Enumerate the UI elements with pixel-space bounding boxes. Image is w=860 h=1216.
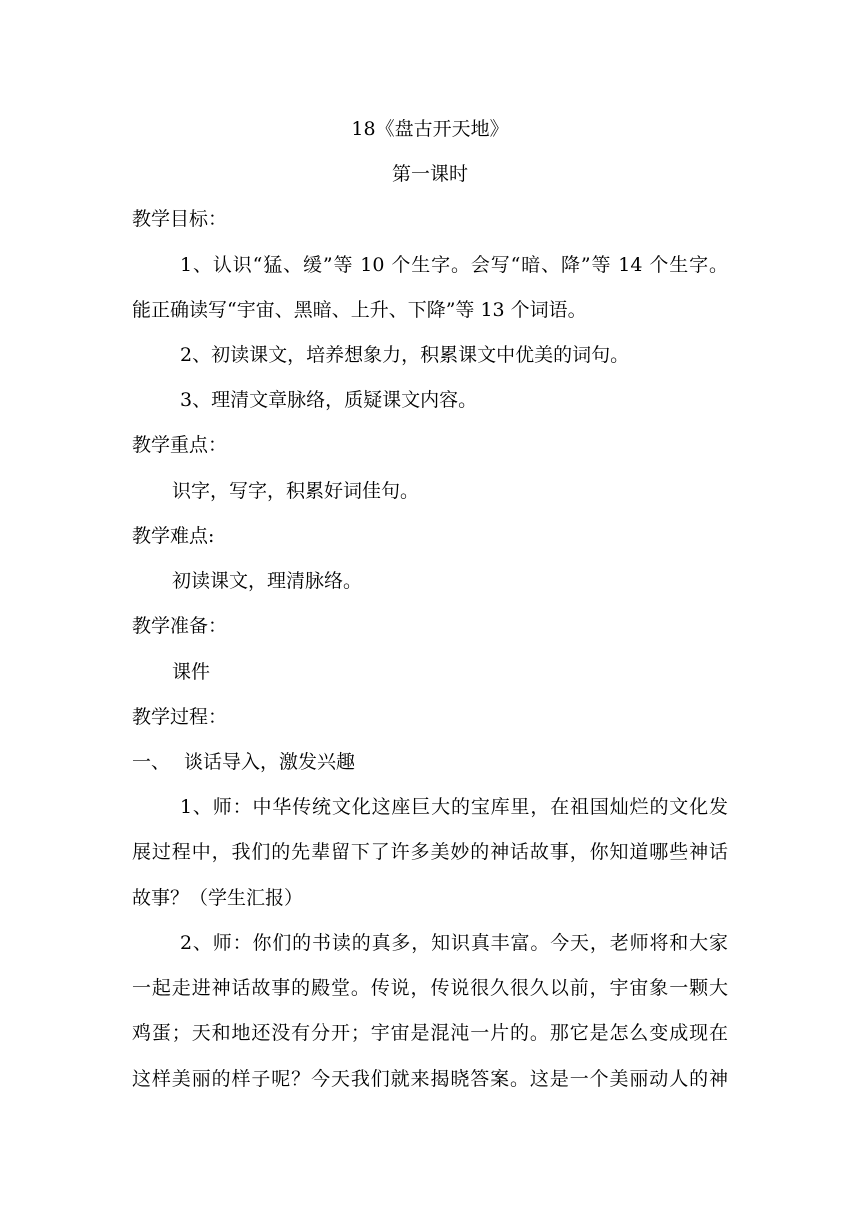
document-title: 18《盘古开天地》 — [351, 118, 509, 140]
key-points-text: 识字，写字，积累好词佳句。 — [172, 480, 420, 502]
objectives-heading: 教学目标： — [132, 208, 228, 230]
process-heading: 教学过程： — [132, 706, 228, 728]
preparation-text: 课件 — [172, 661, 211, 683]
paragraph-2-line-1: 2、师：你们的书读的真多，知识真丰富。今天，老师将和大家 — [180, 932, 728, 954]
difficulties-heading: 教学难点: — [132, 525, 215, 547]
paragraph-2-line-3: 鸡蛋；天和地还没有分开；宇宙是混沌一片的。那它是怎么变成现在 — [132, 1022, 728, 1044]
objective-2: 2、初读课文，培养想象力，积累课文中优美的词句。 — [180, 344, 630, 366]
paragraph-2-line-4: 这样美丽的样子呢？今天我们就来揭晓答案。这是一个美丽动人的神 — [132, 1068, 728, 1090]
section-1-number: 一、 — [132, 751, 171, 773]
section-1-title: 谈话导入，激发兴趣 — [184, 751, 356, 773]
objective-1-line-2: 能正确读写“宇宙、黑暗、上升、下降”等 13 个词语。 — [132, 299, 587, 321]
paragraph-1-line-1: 1、师：中华传统文化这座巨大的宝库里，在祖国灿烂的文化发 — [180, 796, 728, 818]
document-subtitle: 第一课时 — [391, 163, 468, 185]
paragraph-2-line-2: 一起走进神话故事的殿堂。传说，传说很久很久以前，宇宙象一颗大 — [132, 977, 728, 999]
key-points-heading: 教学重点： — [132, 434, 228, 456]
paragraph-1-line-2: 展过程中，我们的先辈留下了许多美妙的神话故事，你知道哪些神话 — [132, 841, 728, 863]
objective-1-line-1: 1、认识“猛、缓”等 10 个生字。会写“暗、降”等 14 个生字。 — [180, 254, 728, 276]
difficulties-text: 初读课文，理清脉络。 — [172, 570, 363, 592]
paragraph-1-line-3: 故事？（学生汇报） — [132, 887, 304, 909]
preparation-heading: 教学准备： — [132, 615, 228, 637]
objective-3: 3、理清文章脉络，质疑课文内容。 — [180, 389, 478, 411]
